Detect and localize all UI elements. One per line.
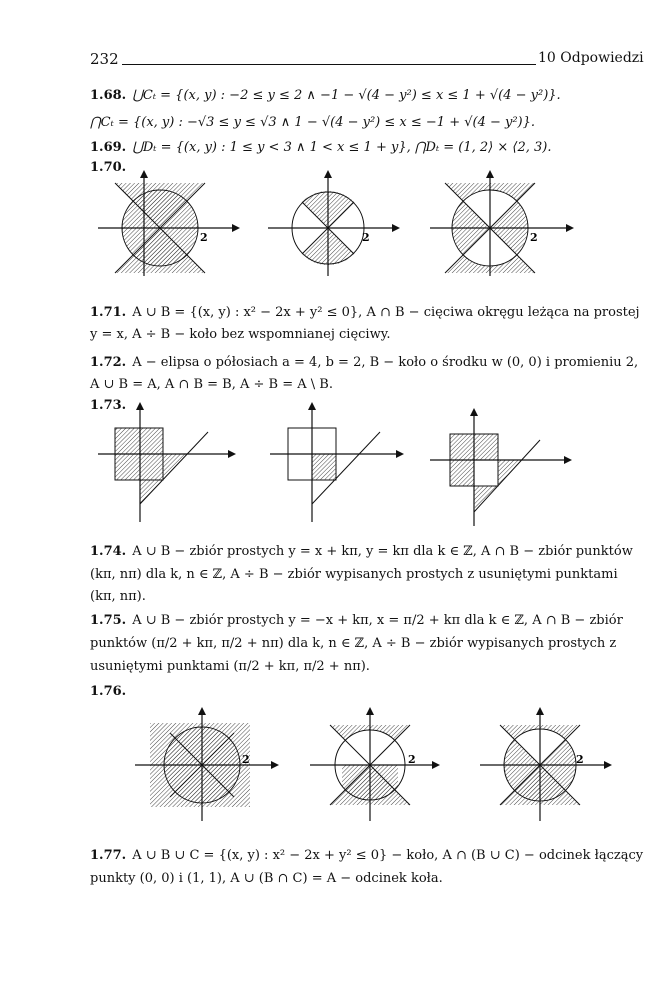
problem-text: punktów (π/2 + kπ, π/2 + nπ) dla k, n ∈ ℤ, A ÷ B − zbiór wypisanych prostych z bbox=[90, 636, 617, 651]
problem-text: A ∪ B − zbiór prostych y = −x + kπ, x = π/2 + kπ dla k ∈ ℤ, A ∩ B − zbiór bbox=[132, 613, 623, 628]
problem-1-75-line2 bbox=[90, 636, 616, 651]
fig-1-76-a bbox=[135, 707, 279, 821]
fig-1-70-a bbox=[98, 170, 240, 276]
axis-label: 2 bbox=[530, 231, 538, 244]
problem-text: y = x, A ÷ B − koło bez wspomnianej cięciwy. bbox=[90, 327, 391, 342]
formula: ⋃Dₜ = {(x, y) : 1 ≤ y < 3 ∧ 1 < x ≤ 1 + y}, ⋂Dₜ = (1, 2⟩ × ⟨2, 3). bbox=[132, 140, 552, 155]
axis-label: 2 bbox=[200, 231, 208, 244]
problem-1-71-line2 bbox=[90, 327, 390, 342]
figure-1-76 bbox=[130, 705, 630, 825]
problem-1-68-line2 bbox=[90, 115, 535, 130]
problem-number: 1.68. bbox=[90, 88, 127, 103]
formula: ⋃Cₜ = {(x, y) : −2 ≤ y ≤ 2 ∧ −1 − √(4 − y²) ≤ x ≤ 1 + √(4 − y²)}. bbox=[132, 88, 561, 103]
problem-1-75-line1 bbox=[90, 613, 623, 628]
fig-1-76-b bbox=[310, 707, 440, 821]
problem-text: A ∪ B ∪ C = {(x, y) : x² − 2x + y² ≤ 0} − koło, A ∩ (B ∪ C) − odcinek łączący bbox=[132, 848, 644, 863]
problem-number: 1.72. bbox=[90, 355, 127, 370]
problem-number: 1.69. bbox=[90, 140, 127, 155]
problem-number: 1.75. bbox=[90, 613, 127, 628]
problem-1-77-line2 bbox=[90, 871, 443, 886]
problem-number: 1.70. bbox=[90, 160, 127, 175]
problem-1-75-line3 bbox=[90, 659, 370, 674]
problem-text: punkty (0, 0) i (1, 1), A ∪ (B ∩ C) = A − odcinek koła. bbox=[90, 871, 443, 886]
problem-text: A − elipsa o półosiach a = 4, b = 2, B − koło o środku w (0, 0) i promieniu 2, bbox=[132, 355, 639, 370]
figure-1-73 bbox=[90, 400, 630, 530]
problem-number: 1.74. bbox=[90, 544, 127, 559]
problem-number: 1.76. bbox=[90, 684, 127, 699]
fig-1-73-b bbox=[270, 402, 404, 522]
problem-text: A ∪ B = {(x, y) : x² − 2x + y² ≤ 0}, A ∩ B − cięciwa okręgu leżąca na prostej bbox=[132, 305, 640, 320]
problem-1-71-line1 bbox=[90, 305, 640, 320]
problem-number: 1.73. bbox=[90, 398, 127, 413]
axis-label: 2 bbox=[362, 231, 370, 244]
problem-number: 1.77. bbox=[90, 848, 127, 863]
problem-text: A ∪ B = A, A ∩ B = B, A ÷ B = A \ B. bbox=[90, 377, 333, 392]
problem-1-74-line2 bbox=[90, 567, 618, 582]
fig-1-70-b bbox=[268, 170, 400, 276]
figure-1-70 bbox=[90, 168, 630, 278]
fig-1-73-a bbox=[98, 402, 236, 522]
problem-1-72-line2 bbox=[90, 377, 333, 392]
problem-1-74-line3 bbox=[90, 589, 146, 604]
problem-text: (kπ, nπ). bbox=[90, 589, 146, 604]
problem-text: usuniętymi punktami (π/2 + kπ, π/2 + nπ). bbox=[90, 659, 370, 674]
problem-text: (kπ, nπ) dla k, n ∈ ℤ, A ÷ B − zbiór wypisanych prostych z usuniętymi punktami bbox=[90, 567, 618, 582]
problem-1-69 bbox=[90, 140, 552, 155]
problem-1-76 bbox=[90, 684, 132, 699]
formula: ⋂Cₜ = {(x, y) : −√3 ≤ y ≤ √3 ∧ 1 − √(4 − y²) ≤ x ≤ −1 + √(4 − y²)}. bbox=[90, 115, 536, 130]
axis-label: 2 bbox=[576, 753, 584, 766]
page-number: 232 bbox=[90, 50, 119, 68]
chapter-title: 10 Odpowiedzi bbox=[538, 50, 644, 66]
fig-1-76-c bbox=[480, 707, 612, 821]
axis-label: 2 bbox=[242, 753, 250, 766]
problem-text: A ∪ B − zbiór prostych y = x + kπ, y = kπ dla k ∈ ℤ, A ∩ B − zbiór punktów bbox=[132, 544, 633, 559]
problem-1-72-line1 bbox=[90, 355, 638, 370]
problem-1-74-line1 bbox=[90, 544, 633, 559]
problem-1-77-line1 bbox=[90, 848, 643, 863]
problem-number: 1.71. bbox=[90, 305, 127, 320]
fig-1-73-c bbox=[430, 408, 572, 526]
axis-label: 2 bbox=[408, 753, 416, 766]
fig-1-70-c bbox=[430, 170, 574, 276]
problem-1-68-line1 bbox=[90, 88, 561, 103]
header-rule bbox=[122, 64, 536, 65]
